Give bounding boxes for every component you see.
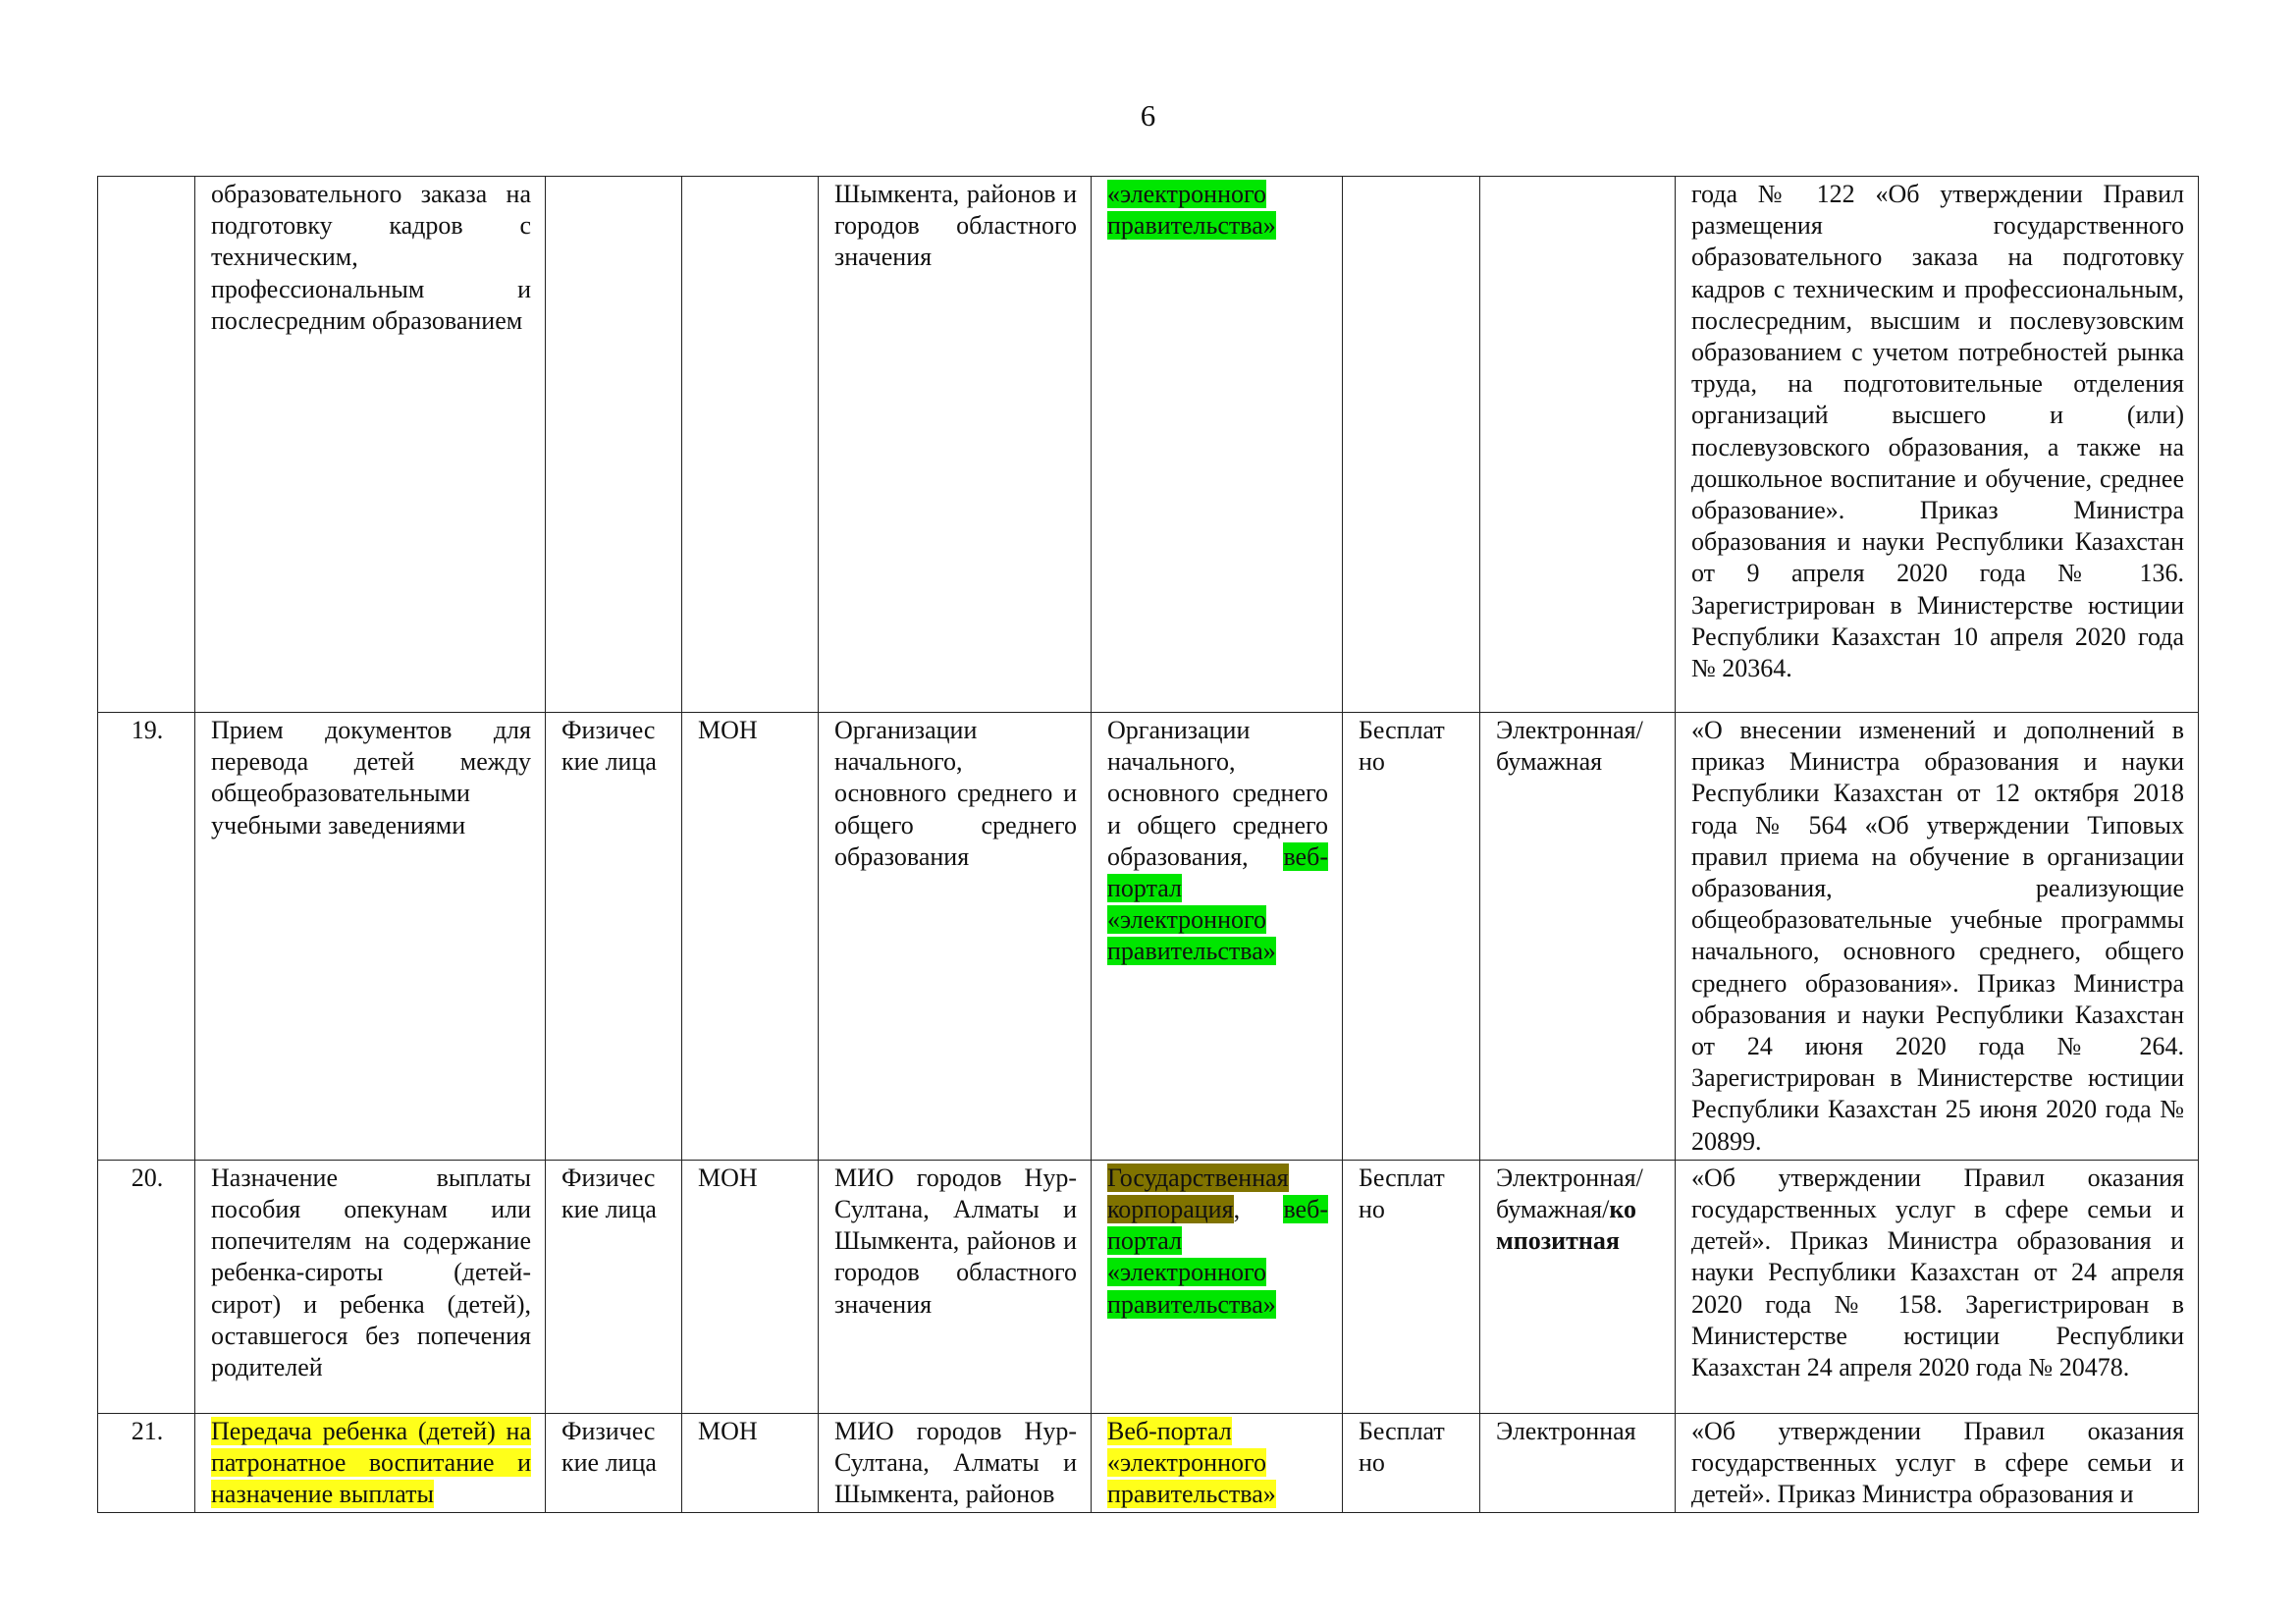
row-number <box>98 177 195 713</box>
service-providers: Шымкента, районов и городов областного значения <box>819 177 1092 713</box>
responsible-agency: МОН <box>682 713 819 1161</box>
acceptance-highlight-green: веб-портал «электронного правительства» <box>1107 841 1328 966</box>
legal-basis: «О внесении изменений и дополнений в приказ Министра образования и науки Республики Казахстан от 12 октября 2018 года № 564 «Об утверждении Типовых правил приема на обучение в организации образования, реализующие общеобразовательные учебные программы начального, основного среднего, общего среднего образования». Приказ Министра образования и науки Республики Казахстан от 24 июня 2020 года № 264. Зарегистрирован в Министерстве юстиции Республики Казахстан 25 июня 2020 года № 20899. <box>1676 713 2199 1161</box>
form-text: Электронная/ бумажная/ <box>1496 1163 1643 1224</box>
service-form: Электронная/ бумажная <box>1480 713 1676 1161</box>
service-providers: МИО городов Нур-Султана, Алматы и Шымкента, районов <box>819 1413 1092 1513</box>
acceptance-highlight-yellow: Веб-портал «электронного правительства» <box>1107 1416 1276 1509</box>
service-name <box>195 1413 546 1513</box>
table-row <box>98 1413 2199 1513</box>
acceptance-points <box>1092 1160 1343 1413</box>
acceptance-text: , <box>1233 1195 1284 1224</box>
legal-basis: года № 122 «Об утверждении Правил размещения государственного образовательного заказа на подготовку кадров с техническим и профессиональным, послесредним, высшим и послевузовским образованием с учетом потребностей рынка труда, на подготовительные отделения организаций высшего и (или) послевузовского образования, а также на дошкольное воспитание и обучение, среднее образование». Приказ Министра образования и науки Республики Казахстан от 9 апреля 2020 года № 136. Зарегистрирован в Министерстве юстиции Республики Казахстан 10 апреля 2020 года № 20364. <box>1676 177 2199 713</box>
acceptance-points <box>1092 1413 1343 1513</box>
service-cost: Бесплат но <box>1343 1413 1480 1513</box>
service-name-highlight-yellow: Передача ребенка (детей) на патронатное воспитание и назначение выплаты <box>211 1416 531 1509</box>
service-form <box>1480 1160 1676 1413</box>
service-recipient: Физичес кие лица <box>546 1160 682 1413</box>
responsible-agency: МОН <box>682 1413 819 1513</box>
services-table <box>97 176 2199 1513</box>
responsible-agency: МОН <box>682 1160 819 1413</box>
acceptance-points <box>1092 713 1343 1161</box>
service-cost <box>1343 177 1480 713</box>
acceptance-highlight-olive: Государственная корпорация <box>1107 1163 1289 1224</box>
responsible-agency <box>682 177 819 713</box>
service-name: Прием документов для перевода детей между общеобразовательными учебными заведениями <box>195 713 546 1161</box>
form-text-bold: ко мпозитная <box>1496 1195 1636 1256</box>
acceptance-highlight-green: веб-портал «электронного правительства» <box>1107 1195 1328 1319</box>
row-number: 20. <box>98 1160 195 1413</box>
row-number: 21. <box>98 1413 195 1513</box>
service-cost: Бесплат но <box>1343 713 1480 1161</box>
service-cost: Бесплат но <box>1343 1160 1480 1413</box>
service-recipient <box>546 177 682 713</box>
page-number: 6 <box>1140 98 1156 133</box>
row-number: 19. <box>98 713 195 1161</box>
table-row <box>98 177 2199 713</box>
service-name: Назначение выплаты пособия опекунам или попечителям на содержание ребенка-сироты (детей-сирот) и ребенка (детей), оставшегося без попечения родителей <box>195 1160 546 1413</box>
acceptance-highlight-green: «электронного правительства» <box>1107 180 1276 241</box>
service-recipient: Физичес кие лица <box>546 713 682 1161</box>
legal-basis: «Об утверждении Правил оказания государственных услуг в сфере семьи и детей». Приказ Министра образования и науки Республики Казахстан от 24 апреля 2020 года № 158. Зарегистрирован в Министерстве юстиции Республики Казахстан 24 апреля 2020 года № 20478. <box>1676 1160 2199 1413</box>
acceptance-points <box>1092 177 1343 713</box>
table-row <box>98 713 2199 1161</box>
service-name: образовательного заказа на подготовку кадров с техническим, профессиональным и послесредним образованием <box>195 177 546 713</box>
legal-basis: «Об утверждении Правил оказания государственных услуг в сфере семьи и детей». Приказ Министра образования и <box>1676 1413 2199 1513</box>
service-form: Электронная <box>1480 1413 1676 1513</box>
service-providers: МИО городов Нур-Султана, Алматы и Шымкента, районов и городов областного значения <box>819 1160 1092 1413</box>
service-providers: Организации начального, основного среднего и общего среднего образования <box>819 713 1092 1161</box>
service-form <box>1480 177 1676 713</box>
acceptance-text: Организации начального, основного среднего и общего среднего образования, <box>1107 716 1328 871</box>
table-row <box>98 1160 2199 1413</box>
service-recipient: Физичес кие лица <box>546 1413 682 1513</box>
